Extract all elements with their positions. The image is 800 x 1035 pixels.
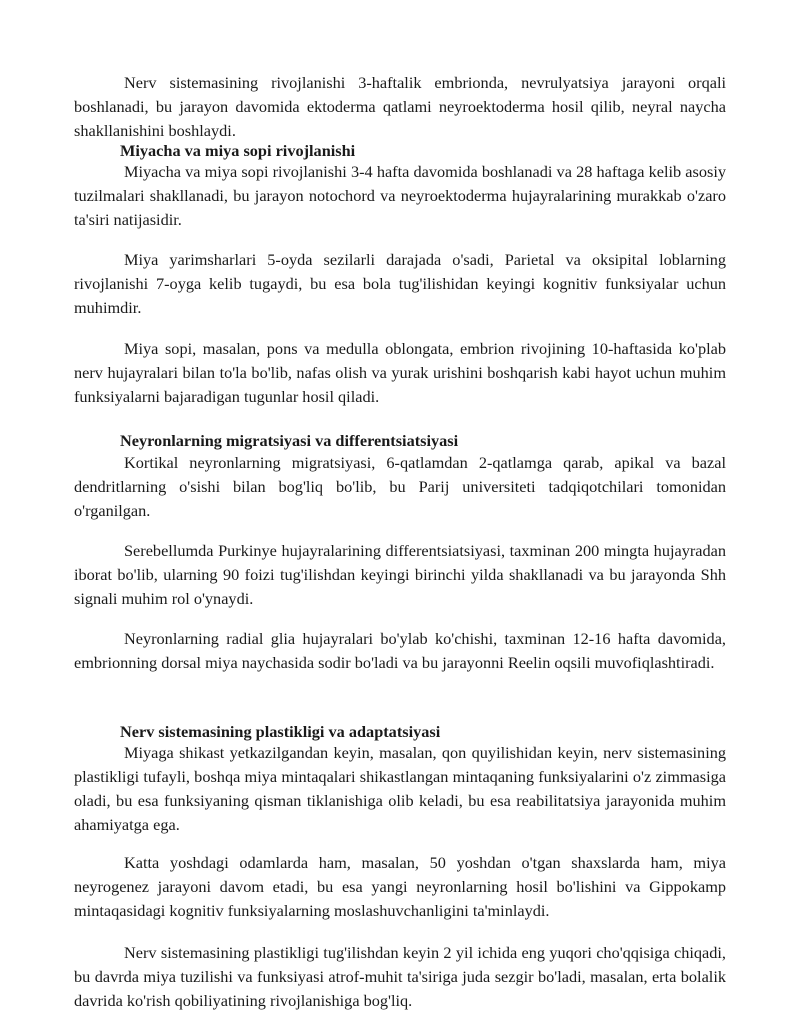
paragraph-neural-development-intro: Nerv sistemasining rivojlanishi 3-haftalik embrionda, nevrulyatsiya jarayoni orqali boshlanadi, bu jarayon davomida ektoderma qatlami neyroektoderma hosil qilib, neyral naycha shakllanishini boshlaydi.	[74, 73, 726, 140]
paragraph-adult-neurogenesis: Katta yoshdagi odamlarda ham, masalan, 50 yoshdan o'tgan shaxslarda ham, miya neyrogenez jarayoni davom etadi, bu esa yangi neyronlarning hosil bo'lishini va Gippokamp mintaqasidagi kognitiv funksiyalarning moslashuvchanligini ta'minlaydi.	[74, 853, 726, 920]
paragraph-brainstem-nuclei: Miya sopi, masalan, pons va medulla oblongata, embrion rivojining 10-haftasida ko'plab nerv hujayralari bilan to'la bo'lib, nafas olish va yurak urishini boshqarish kabi hayot uchun muhim funksiyalarni bajaradigan tugunlar hosil qiladi.	[74, 339, 726, 406]
paragraph-purkinje-differentiation: Serebellumda Purkinye hujayralarining differentsiatsiyasi, taxminan 200 mingta hujayradan iborat bo'lib, ularning 90 foizi tug'ilishdan keyingi birinchi yilda shakllanadi va bu jarayonda Shh signali muhim rol o'ynaydi.	[74, 541, 726, 608]
section-heading-cerebellum-brainstem: Miyacha va miya sopi rivojlanishi	[120, 141, 356, 160]
paragraph-cortical-migration: Kortikal neyronlarning migratsiyasi, 6-qatlamdan 2-qatlamga qarab, apikal va bazal dendritlarning o'sishi bilan bog'liq bo'lib, bu Parij universiteti tadqiqotchilari tomonidan o'rganilgan.	[74, 453, 726, 520]
paragraph-hemispheres: Miya yarimsharlari 5-oyda sezilarli darajada o'sadi, Parietal va oksipital loblarning rivojlanishi 7-oyga kelib tugaydi, bu esa bola tug'ilishidan keyingi kognitiv funksiyalar uchun muhimdir.	[74, 250, 726, 317]
paragraph-radial-glia: Neyronlarning radial glia hujayralari bo'ylab ko'chishi, taxminan 12-16 hafta davomida, embrionning dorsal miya naychasida sodir bo'ladi va bu jarayonni Reelin oqsili muvofiqlashtiradi.	[74, 629, 726, 672]
paragraph-injury-plasticity: Miyaga shikast yetkazilgandan keyin, masalan, qon quyilishidan keyin, nerv sistemasining plastikligi tufayli, boshqa miya mintaqalari shikastlangan mintaqaning funksiyalarini o'z zimmasiga oladi, bu esa funksiyaning qisman tiklanishiga olib keladi, bu esa reabilitatsiya jarayonida muhim ahamiyatga ega.	[74, 743, 726, 834]
paragraph-cerebellum-brainstem: Miyacha va miya sopi rivojlanishi 3-4 hafta davomida boshlanadi va 28 haftaga kelib asosiy tuzilmalari shakllanadi, bu jarayon notochord va neyroektoderma hujayralarining murakkab o'zaro ta'siri natijasidir.	[74, 162, 726, 229]
section-heading-plasticity: Nerv sistemasining plastikligi va adaptatsiyasi	[120, 722, 441, 741]
paragraph-early-plasticity-peak: Nerv sistemasining plastikligi tug'ilishdan keyin 2 yil ichida eng yuqori cho'qqisiga chiqadi, bu davrda miya tuzilishi va funksiyasi atrof-muhit ta'siriga juda sezgir bo'ladi, masalan, erta bolalik davrida ko'rish qobiliyatining rivojlanishiga bog'liq.	[74, 943, 726, 1010]
section-heading-neuron-migration: Neyronlarning migratsiyasi va differentsiatsiyasi	[120, 431, 459, 450]
